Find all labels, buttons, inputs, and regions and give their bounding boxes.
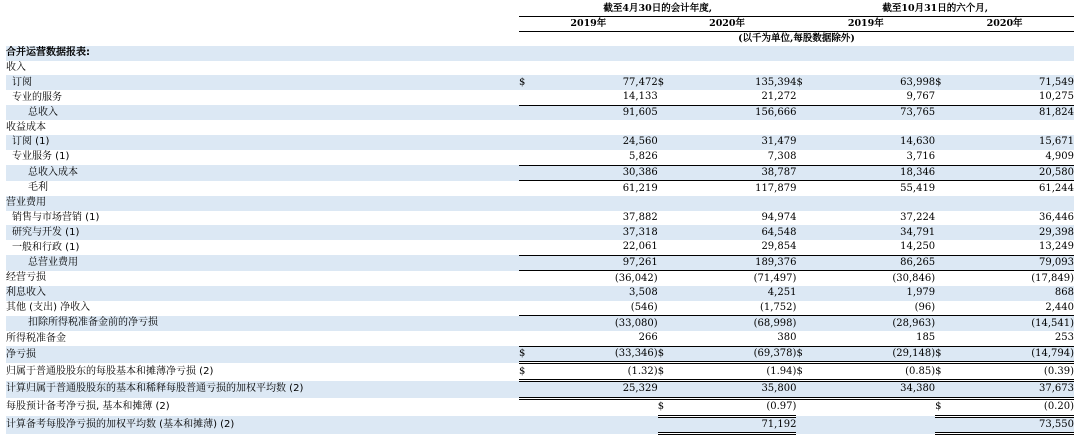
value-cell: 91,605 xyxy=(529,105,657,120)
value-cell: 868 xyxy=(946,286,1074,301)
value-cell: 117,879 xyxy=(755,182,797,194)
currency-symbol xyxy=(658,286,669,301)
value-cell: 37,224 xyxy=(900,211,936,223)
currency-symbol xyxy=(658,90,669,105)
currency-symbol xyxy=(796,301,807,316)
year-header-fy2019: 2019年 xyxy=(519,17,658,32)
currency-symbol xyxy=(935,90,946,105)
currency-symbol xyxy=(519,225,530,240)
currency-symbol xyxy=(796,271,807,286)
currency-symbol: $ xyxy=(658,363,669,381)
value-cell: 61,219 xyxy=(622,182,658,194)
value-cell xyxy=(668,61,796,76)
value-cell: 94,974 xyxy=(761,211,797,223)
value-cell: (33,346) xyxy=(529,346,657,363)
table-row xyxy=(6,346,1074,363)
value-cell: 73,765 xyxy=(807,105,935,120)
currency-symbol xyxy=(658,165,669,181)
row-label: 专业服务 (1) xyxy=(12,151,70,163)
value-cell: 4,909 xyxy=(946,150,1074,165)
row-label: 经营亏损 xyxy=(6,272,46,284)
value-cell: (14,541) xyxy=(946,316,1074,331)
currency-symbol: $ xyxy=(519,346,530,363)
row-label: 合并运营数据报表: xyxy=(6,46,519,61)
value-cell: 25,329 xyxy=(529,381,657,399)
currency-symbol xyxy=(519,196,530,211)
currency-symbol xyxy=(935,225,946,240)
value-cell xyxy=(807,416,935,434)
value-cell: 71,192 xyxy=(668,416,796,434)
value-cell: 24,560 xyxy=(529,135,657,150)
currency-symbol xyxy=(796,120,807,135)
table-row xyxy=(6,398,1074,416)
row-label: 总收入 xyxy=(6,105,519,120)
six-month-group-header: 截至10月31日的六个月, xyxy=(796,2,1074,17)
row-label: 总营业费用 xyxy=(6,255,519,271)
value-cell: 29,854 xyxy=(668,240,796,255)
currency-symbol: $ xyxy=(519,75,530,90)
row-label: 销售与市场营销 (1) xyxy=(12,211,100,223)
currency-symbol xyxy=(658,120,669,135)
table-row xyxy=(6,416,1074,434)
value-cell: 189,376 xyxy=(668,255,796,271)
table-row xyxy=(6,240,1074,255)
value-cell xyxy=(807,120,935,135)
currency-symbol xyxy=(658,255,669,271)
value-cell: 7,308 xyxy=(668,150,796,165)
row-label: 归属于普通股股东的每股基本和摊薄净亏损 (2) xyxy=(6,365,214,377)
currency-symbol: $ xyxy=(519,363,530,381)
currency-symbol xyxy=(658,416,669,434)
value-cell: 79,093 xyxy=(946,255,1074,271)
year-header-fy2020: 2020年 xyxy=(658,17,797,32)
currency-symbol xyxy=(935,150,946,165)
currency-symbol xyxy=(796,105,807,120)
currency-symbol xyxy=(519,135,530,150)
value-cell: 10,275 xyxy=(946,90,1074,105)
value-cell xyxy=(668,120,796,135)
value-cell: 5,826 xyxy=(529,150,657,165)
value-cell xyxy=(668,196,796,211)
table-row xyxy=(6,135,1074,150)
value-cell: (33,080) xyxy=(529,316,657,331)
header-row-years xyxy=(6,17,1074,32)
currency-symbol xyxy=(935,255,946,271)
currency-symbol xyxy=(935,181,946,196)
value-cell xyxy=(529,196,657,211)
currency-symbol xyxy=(658,271,669,286)
value-cell: 22,061 xyxy=(529,240,657,255)
currency-symbol xyxy=(796,165,807,181)
currency-symbol xyxy=(935,416,946,434)
value-cell: (546) xyxy=(529,301,657,316)
row-label: 计算归属于普通股股东的基本和稀释每股普通亏损的加权平均数 (2) xyxy=(6,381,519,399)
currency-symbol: $ xyxy=(658,75,669,90)
currency-symbol: $ xyxy=(658,346,669,363)
currency-symbol xyxy=(935,105,946,120)
currency-symbol xyxy=(796,381,807,399)
year-header-6m2020: 2020年 xyxy=(935,17,1074,32)
table-row xyxy=(6,255,1074,271)
value-cell: 185 xyxy=(807,331,935,346)
value-cell: 20,580 xyxy=(946,165,1074,181)
currency-symbol xyxy=(796,416,807,434)
value-cell: 97,261 xyxy=(529,255,657,271)
currency-symbol xyxy=(796,255,807,271)
currency-symbol xyxy=(935,165,946,181)
value-cell: 36,446 xyxy=(1039,211,1074,223)
value-cell: 35,800 xyxy=(668,381,796,399)
unit-note: (以千为单位,每股数据除外) xyxy=(738,33,855,44)
value-cell: 29,398 xyxy=(946,225,1074,240)
currency-symbol: $ xyxy=(796,75,807,90)
currency-symbol xyxy=(519,398,530,416)
currency-symbol xyxy=(796,398,807,416)
currency-symbol xyxy=(658,181,669,196)
table-row xyxy=(6,165,1074,181)
operations-data-table xyxy=(6,2,1074,435)
currency-symbol xyxy=(935,316,946,331)
currency-symbol xyxy=(519,150,530,165)
currency-symbol xyxy=(935,61,946,76)
header-row-unit xyxy=(6,32,1074,47)
row-label: 一般和行政 (1) xyxy=(12,241,80,253)
row-label: 毛利 xyxy=(28,182,48,194)
currency-symbol xyxy=(519,165,530,181)
row-label: 研究与开发 (1) xyxy=(6,225,519,240)
currency-symbol xyxy=(658,105,669,120)
currency-symbol xyxy=(796,90,807,105)
table-row xyxy=(6,181,1074,196)
value-cell: 4,251 xyxy=(668,286,796,301)
currency-symbol xyxy=(658,135,669,150)
value-cell: (1.32) xyxy=(529,363,657,381)
currency-symbol: $ xyxy=(796,346,807,363)
table-row xyxy=(6,286,1074,301)
currency-symbol xyxy=(935,301,946,316)
value-cell: 34,380 xyxy=(807,381,935,399)
currency-symbol xyxy=(519,301,530,316)
value-cell: 71,549 xyxy=(946,75,1074,90)
value-cell xyxy=(529,120,657,135)
row-label: 所得税准备金 xyxy=(6,332,66,344)
currency-symbol xyxy=(796,46,807,61)
currency-symbol xyxy=(519,61,530,76)
currency-symbol xyxy=(658,150,669,165)
value-cell: (0.39) xyxy=(946,363,1074,381)
value-cell: 253 xyxy=(946,331,1074,346)
fiscal-year-group-header: 截至4月30日的会计年度, xyxy=(519,2,796,17)
currency-symbol xyxy=(935,286,946,301)
value-cell: 14,133 xyxy=(529,90,657,105)
value-cell: (14,794) xyxy=(946,346,1074,363)
currency-symbol xyxy=(519,255,530,271)
currency-symbol xyxy=(796,316,807,331)
row-label: 其他 (支出) 净收入 xyxy=(6,302,91,314)
currency-symbol xyxy=(519,90,530,105)
value-cell: 1,979 xyxy=(807,286,935,301)
value-cell: 31,479 xyxy=(668,135,796,150)
value-cell: 37,318 xyxy=(529,225,657,240)
value-cell: (30,846) xyxy=(892,272,936,284)
value-cell xyxy=(668,46,796,61)
value-cell xyxy=(807,398,935,416)
row-label: 总收入成本 xyxy=(6,165,519,181)
currency-symbol: $ xyxy=(796,363,807,381)
value-cell: (69,378) xyxy=(668,346,796,363)
row-label: 收入 xyxy=(6,62,26,74)
value-cell: 34,791 xyxy=(807,225,935,240)
value-cell: (68,998) xyxy=(668,316,796,331)
currency-symbol xyxy=(935,240,946,255)
row-label: 专业的服务 xyxy=(12,91,62,103)
table-row xyxy=(6,75,1074,90)
row-label: 扣除所得税准备金前的净亏损 xyxy=(6,316,519,331)
currency-symbol xyxy=(796,286,807,301)
value-cell: 3,508 xyxy=(529,286,657,301)
table-row xyxy=(6,105,1074,120)
currency-symbol xyxy=(519,416,530,434)
currency-symbol xyxy=(519,286,530,301)
row-label: 计算备考每股净亏损的加权平均数 (基本和摊薄) (2) xyxy=(6,416,519,434)
value-cell: (28,963) xyxy=(807,316,935,331)
value-cell xyxy=(529,46,657,61)
value-cell: 81,824 xyxy=(946,105,1074,120)
currency-symbol xyxy=(935,46,946,61)
currency-symbol xyxy=(519,105,530,120)
value-cell: 55,419 xyxy=(900,182,936,194)
currency-symbol xyxy=(519,120,530,135)
value-cell xyxy=(807,61,935,76)
value-cell: (17,849) xyxy=(1031,272,1074,284)
table-row xyxy=(6,363,1074,381)
value-cell xyxy=(946,61,1074,76)
table-row xyxy=(6,90,1074,105)
value-cell: (0.20) xyxy=(946,398,1074,416)
currency-symbol xyxy=(658,61,669,76)
value-cell: 61,244 xyxy=(1039,182,1074,194)
currency-symbol: $ xyxy=(935,75,946,90)
value-cell xyxy=(946,196,1074,211)
value-cell: 37,673 xyxy=(946,381,1074,399)
value-cell: 14,250 xyxy=(807,240,935,255)
currency-symbol xyxy=(658,211,669,226)
value-cell: 37,882 xyxy=(622,211,658,223)
currency-symbol xyxy=(519,240,530,255)
currency-symbol xyxy=(519,46,530,61)
currency-symbol xyxy=(658,316,669,331)
table-row xyxy=(6,46,1074,61)
currency-symbol xyxy=(935,331,946,346)
row-label: 每股预计备考净亏损, 基本和摊薄 (2) xyxy=(6,401,170,413)
currency-symbol xyxy=(519,316,530,331)
currency-symbol xyxy=(519,211,530,226)
currency-symbol: $ xyxy=(935,398,946,416)
currency-symbol xyxy=(935,135,946,150)
currency-symbol xyxy=(935,271,946,286)
currency-symbol xyxy=(658,301,669,316)
value-cell: 30,386 xyxy=(529,165,657,181)
value-cell: (71,497) xyxy=(753,272,797,284)
value-cell: 38,787 xyxy=(668,165,796,181)
value-cell: 266 xyxy=(529,331,657,346)
value-cell: 73,550 xyxy=(946,416,1074,434)
currency-symbol xyxy=(796,61,807,76)
value-cell xyxy=(807,46,935,61)
currency-symbol xyxy=(519,331,530,346)
value-cell xyxy=(529,61,657,76)
row-label: 订阅 (1) xyxy=(6,135,519,150)
value-cell xyxy=(529,398,657,416)
currency-symbol xyxy=(658,381,669,399)
value-cell: 14,630 xyxy=(807,135,935,150)
row-label: 净亏损 xyxy=(6,346,519,363)
currency-symbol xyxy=(519,271,530,286)
row-label: 利息收入 xyxy=(6,286,519,301)
year-header-6m2019: 2019年 xyxy=(796,17,935,32)
value-cell: (0.85) xyxy=(807,363,935,381)
value-cell: (0.97) xyxy=(668,398,796,416)
table-row xyxy=(6,150,1074,165)
currency-symbol xyxy=(796,181,807,196)
currency-symbol xyxy=(796,150,807,165)
table-row xyxy=(6,316,1074,331)
row-label: 订阅 xyxy=(6,75,519,90)
currency-symbol xyxy=(519,381,530,399)
table-row xyxy=(6,120,1074,135)
currency-symbol xyxy=(935,120,946,135)
value-cell: 63,998 xyxy=(807,75,935,90)
table-row xyxy=(6,271,1074,286)
value-cell: 86,265 xyxy=(807,255,935,271)
value-cell: 9,767 xyxy=(807,90,935,105)
value-cell: (36,042) xyxy=(614,272,658,284)
value-cell xyxy=(807,196,935,211)
currency-symbol xyxy=(796,211,807,226)
value-cell: (1,752) xyxy=(668,301,796,316)
table-row xyxy=(6,301,1074,316)
currency-symbol xyxy=(935,211,946,226)
value-cell: 77,472 xyxy=(529,75,657,90)
value-cell: 21,272 xyxy=(668,90,796,105)
currency-symbol xyxy=(796,240,807,255)
currency-symbol: $ xyxy=(935,363,946,381)
currency-symbol xyxy=(796,135,807,150)
row-label: 收益成本 xyxy=(6,121,46,133)
value-cell: 156,666 xyxy=(668,105,796,120)
value-cell: 64,548 xyxy=(668,225,796,240)
currency-symbol xyxy=(658,46,669,61)
value-cell xyxy=(946,120,1074,135)
currency-symbol xyxy=(658,196,669,211)
currency-symbol xyxy=(658,240,669,255)
value-cell: (96) xyxy=(807,301,935,316)
value-cell: 3,716 xyxy=(807,150,935,165)
value-cell: 380 xyxy=(668,331,796,346)
currency-symbol xyxy=(519,181,530,196)
table-row xyxy=(6,211,1074,226)
table-row xyxy=(6,381,1074,399)
table-row xyxy=(6,331,1074,346)
table-row xyxy=(6,61,1074,76)
value-cell: 2,440 xyxy=(946,301,1074,316)
currency-symbol: $ xyxy=(658,398,669,416)
currency-symbol xyxy=(796,225,807,240)
table-row xyxy=(6,225,1074,240)
value-cell: 15,671 xyxy=(946,135,1074,150)
currency-symbol xyxy=(796,331,807,346)
value-cell xyxy=(946,46,1074,61)
value-cell: (1.94) xyxy=(668,363,796,381)
value-cell: 135,394 xyxy=(668,75,796,90)
currency-symbol xyxy=(796,196,807,211)
currency-symbol xyxy=(935,196,946,211)
currency-symbol: $ xyxy=(935,346,946,363)
currency-symbol xyxy=(658,331,669,346)
row-label: 营业费用 xyxy=(6,196,519,211)
value-cell: (29,148) xyxy=(807,346,935,363)
currency-symbol xyxy=(935,381,946,399)
value-cell: 18,346 xyxy=(807,165,935,181)
header-row-periods xyxy=(6,2,1074,17)
table-row xyxy=(6,196,1074,211)
currency-symbol xyxy=(658,225,669,240)
value-cell xyxy=(529,416,657,434)
value-cell: 13,249 xyxy=(946,240,1074,255)
